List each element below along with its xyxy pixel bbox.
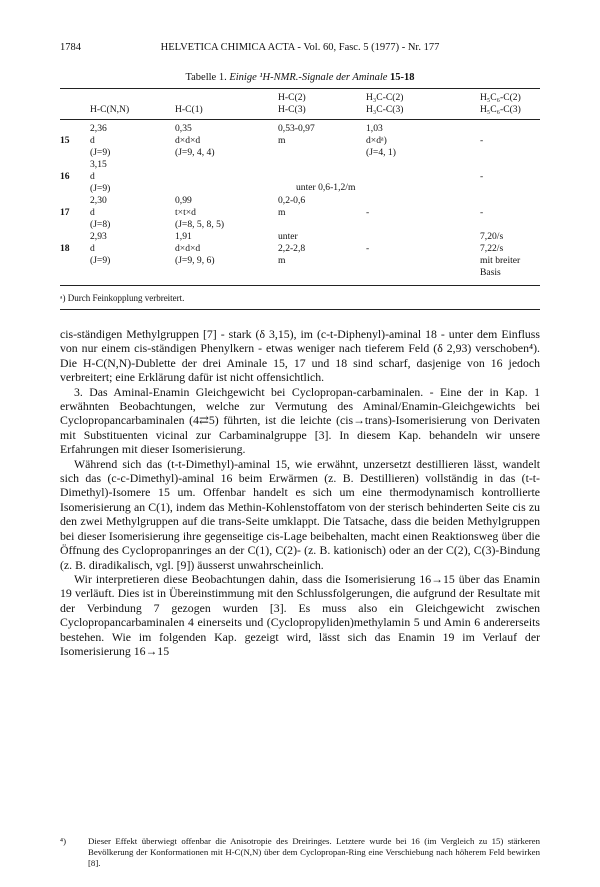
table-cell-r9-c5: 7,20/s (480, 231, 504, 242)
table-cell-r6-c2: 0,99 (175, 195, 192, 206)
paragraph-2: 3. Das Aminal-Enamin Gleichgewicht bei Cyclopropan-carbaminalen. - Eine der in Kap. 1 erwähnten Beobachtungen, welche zur Vermutung des Aminal/Enamin-Gleichgewichts bei Cyclopropancarbaminalen (4⇄5) führten, ist die leichte (cis→trans)-Isomerisierung von Derivaten mit Substituenten vicinal zur Carbaminalgruppe [3]. In diesem Kap. behandeln wir unsere Erfahrungen mit dieser Isomerisierung. (60, 384, 540, 457)
table-cell-r6-c3: 0,2-0,6 (278, 195, 306, 206)
table-cell-r7-c5: - (480, 207, 484, 218)
page-number: 1784 (60, 42, 81, 53)
table-cell-r1-c4: d×dᵃ) (366, 135, 387, 146)
col-head-5-l2: H₅C₆-C(3) (480, 104, 521, 115)
table-cell-r8-c1: (J=8) (90, 219, 111, 230)
journal-title: HELVETICA CHIMICA ACTA - Vol. 60, Fasc. 5 (1977) - Nr. 177 (160, 42, 440, 53)
table-body (60, 123, 540, 283)
table-bottom-rule (60, 285, 540, 286)
table-cell-r10-c5: 7,22/s (480, 243, 504, 254)
col-head-3-l1: H-C(2) (278, 92, 306, 103)
table-cell-r7-c2: t×t×d (175, 207, 196, 218)
col-head-3-l2: H-C(3) (278, 104, 306, 115)
col-head-2-l2: H-C(1) (175, 104, 203, 115)
row16-span: unter 0,6-1,2/m (296, 182, 356, 193)
table-cell-r1-c3: m (278, 135, 286, 146)
caption-compounds: 15-18 (390, 72, 415, 83)
table-cell-r7-c4: - (366, 207, 370, 218)
table-cell-r7-c3: m (278, 207, 286, 218)
table-cell-r4-c5: - (480, 171, 484, 182)
table-cell-r2-c1: (J=9) (90, 147, 111, 158)
body-text (60, 327, 540, 658)
col-head-4-l2: H₃C-C(3) (366, 104, 404, 115)
col-head-5-l1: H₅C₆-C(2) (480, 92, 521, 103)
table-footnote: ᵃ) Durch Feinkopplung verbreitert. (60, 293, 185, 303)
table-cell-r10-c3: 2,2-2,8 (278, 243, 306, 254)
table-cell-r10-c2: d×d×d (175, 243, 201, 254)
table-cell-r7-c1: d (90, 207, 95, 218)
table-cell-r4-c1: d (90, 171, 95, 182)
paragraph-1: cis-ständigen Methylgruppen [7] - stark (δ 3,15), im (c-t-Diphenyl)-aminal 18 - unter dem Einfluss von nur einem cis-ständigen Phenylkern - etwas weniger nach tieferem Feld (δ 2,93) verschoben⁴). Die H-C(N,N)-Dublette der drei Aminale 15, 17 und 18 sind scharf, dasjenige von 16 jedoch verbreitert; eine Erklärung dafür ist nicht offensichtlich. (60, 327, 540, 385)
table-cell-r10-c1: d (90, 243, 95, 254)
table-cell-r2-c2: (J=9, 4, 4) (175, 147, 215, 158)
footnote-text: Dieser Effekt überwiegt offenbar die Anisotropie des Dreiringes. Letztere wurde bei 16 (im Vergleich zu 15) stärkeren Bevölkerung der Konformationen mit H-C(N,N) über dem Cyclopropan-Ring eine Verschiebung nach höherem Feld bewirken [8]. (88, 836, 540, 868)
table-cell-r10-c4: - (366, 243, 370, 254)
table-cell-r11-c3: m (278, 255, 286, 266)
table-header-rule (60, 119, 540, 120)
col-head-1-l2: H-C(N,N) (90, 104, 130, 115)
table-cell-r11-c1: (J=9) (90, 255, 111, 266)
table-cell-r9-c3: unter (278, 231, 298, 242)
table-cell-r8-c2: (J=8, 5, 8, 5) (175, 219, 225, 230)
page-header (60, 42, 540, 58)
table-cell-r1-c1: d (90, 135, 95, 146)
table-cell-r11-c5: mit breiter (480, 255, 521, 266)
table-end-rule (60, 309, 540, 310)
table-cell-r3-c1: 3,15 (90, 159, 107, 170)
caption-italic: Einige ¹H-NMR.-Signale der Aminale (229, 72, 388, 83)
paragraph-4: Wir interpretieren diese Beobachtungen dahin, dass die Isomerisierung 16→15 über das Enamin 19 verläuft. Dies ist in Übereinstimmung mit den Schlussfolgerungen, die aufgrund der Resultate mit der Verbindung 7 gezogen wurden [3]. Es muss also ein Gleichgewicht zwischen Cyclopropancarbaminalen 4 einerseits und (Cyclopropyliden)methylamin 5 und Amin 6 andererseits bestehen. Wie im folgenden Kap. gezeigt wird, lässt sich das Enamin 19 im Verlauf der Isomerisierung 16→15 (60, 571, 540, 658)
table-cell-r12-c5: Basis (480, 267, 501, 278)
table-cell-r0-c2: 0,35 (175, 123, 192, 134)
table-caption (0, 72, 600, 83)
paragraph-3: Während sich das (t-t-Dimethyl)-aminal 15, wie erwähnt, unzersetzt destillieren lässt, wandelt sich das (c-c-Dimethyl)-aminal 16 beim Erwärmen (z. B. Destillieren) vollständig in das (t-t-Dimethyl)-Isomere 15 um. Offenbar handelt es sich um eine thermodynamisch kontrollierte Isomerisierung an C(1), indem das Methin-Kohlenstoffatom von der sterisch behinderten Seite cis zu den zwei Methylgruppen auf die trans-Seite umklappt. Die Tatsache, dass die beiden Methylgruppen bei dieser Isomerisierung ihre gegenseitige cis-Lage beibehalten, macht einen Reaktionsweg über die Öffnung des Cyclopropanringes an der C(1), C(2)- (z. B. kationisch) oder an der C(2), C(3)-Bindung (z. B. diradikalisch, vgl. [9]) äusserst unwahrscheinlich. (60, 456, 540, 572)
table-cell-r1-c2: d×d×d (175, 135, 201, 146)
table-cell-r7-cmp: 17 (60, 207, 70, 218)
table-cell-r0-c3: 0,53-0,97 (278, 123, 315, 134)
col-head-4-l1: H₃C-C(2) (366, 92, 404, 103)
footnote-marker: ⁴) (60, 836, 66, 846)
table-cell-r1-cmp: 15 (60, 135, 70, 146)
table-cell-r11-c2: (J=9, 9, 6) (175, 255, 215, 266)
table-cell-r1-c5: - (480, 135, 484, 146)
table-cell-r0-c1: 2,36 (90, 123, 107, 134)
table-cell-r6-c1: 2,30 (90, 195, 107, 206)
table-cell-r2-c4: (J=4, 1) (366, 147, 396, 158)
table-cell-r9-c2: 1,91 (175, 231, 192, 242)
table-cell-r10-cmp: 18 (60, 243, 70, 254)
table-cell-r0-c4: 1,03 (366, 123, 383, 134)
table-cell-r9-c1: 2,93 (90, 231, 107, 242)
table-cell-r5-c1: (J=9) (90, 183, 111, 194)
caption-prefix: Tabelle 1. (185, 72, 227, 83)
table-top-rule (60, 88, 540, 89)
table-cell-r4-cmp: 16 (60, 171, 70, 182)
page-footnote (60, 836, 540, 869)
